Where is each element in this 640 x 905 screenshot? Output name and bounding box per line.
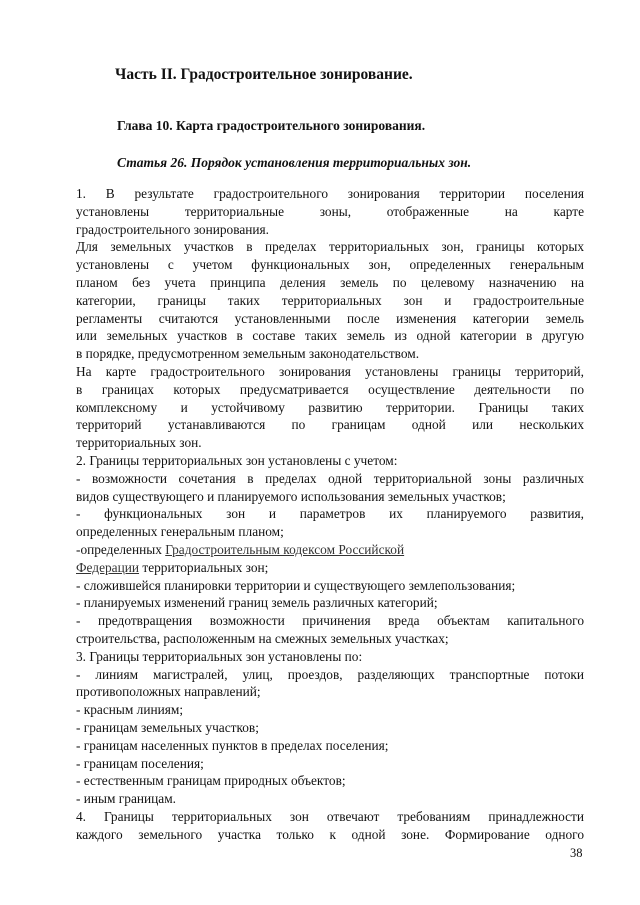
text-line: - предотвращения возможности причинения вреда объектам капитального: [76, 613, 584, 629]
text-line: категории, границы таких территориальных зон и градостроительные: [76, 292, 584, 308]
text-line: 3. Границы территориальных зон установлены по:: [76, 648, 363, 664]
text-line: - границам населенных пунктов в пределах поселения;: [76, 737, 389, 753]
text-line: - функциональных зон и параметров их планируемого развития,: [76, 506, 584, 522]
text-line: - линиям магистралей, улиц, проездов, разделяющих транспортные потоки: [76, 666, 584, 682]
text-line: определенных генеральным планом;: [76, 524, 284, 540]
text-line: На карте градостроительного зонирования установлены границы территорий,: [76, 363, 584, 379]
chapter-title: Глава 10. Карта градостроительного зонирования.: [117, 118, 426, 133]
code-link-continued[interactable]: Федерации: [76, 559, 140, 575]
text-line: противоположных направлений;: [76, 684, 261, 700]
text-line: 2. Границы территориальных зон установлены с учетом:: [76, 452, 398, 468]
text-line: - красным линиям;: [76, 702, 184, 718]
text-line: видов существующего и планируемого использования земельных участков;: [76, 488, 506, 504]
text-line: - естественным границам природных объектов;: [76, 773, 346, 789]
text-line: - границам поселения;: [76, 755, 204, 771]
text-line: территориальных зон.: [76, 435, 202, 451]
article-title: Статья 26. Порядок установления территориальных зон.: [117, 155, 472, 170]
text-line: - иным границам.: [76, 791, 176, 807]
text-line-with-link: [76, 541, 584, 559]
text-line: строительства, расположенным на смежных земельных участках;: [76, 630, 449, 646]
text-line: Для земельных участков в пределах территориальных зон, границы которых: [76, 239, 584, 255]
text-line: - планируемых изменений границ земель различных категорий;: [76, 595, 438, 611]
text-line: установлены территориальные зоны, отображенные на карте: [76, 203, 584, 219]
text-line-with-link: [76, 559, 584, 577]
text-line: - границам земельных участков;: [76, 719, 259, 735]
link-suffix: территориальных зон;: [139, 559, 269, 575]
article-body: [76, 185, 584, 843]
text-line: в порядке, предусмотренном земельным законодательством.: [76, 346, 420, 362]
text-line: 4. Границы территориальных зон отвечают требованиям принадлежности: [76, 808, 584, 824]
page-number: 38: [570, 846, 583, 860]
link-prefix: -определенных: [76, 541, 166, 557]
text-line: планом без учета принципа деления земель по целевому назначению на: [76, 274, 584, 290]
text-line: градостроительного зонирования.: [76, 221, 270, 237]
text-line: установлены с учетом функциональных зон, определенных генеральным: [76, 257, 584, 273]
text-line: в границах которых предусматривается осуществление деятельности по: [76, 381, 584, 397]
text-line: территорий устанавливаются по границам одной или нескольких: [76, 417, 584, 433]
text-line: регламенты считаются установленными после изменения категории земель: [76, 310, 584, 326]
text-line: комплексному и устойчивому развитию территории. Границы таких: [76, 399, 584, 415]
text-line: или земельных участков в составе таких земель из одной категории в другую: [76, 328, 584, 344]
text-line: - возможности сочетания в пределах одной территориальной зоны различных: [76, 470, 584, 486]
text-line: 1. В результате градостроительного зонирования территории поселения: [76, 186, 584, 201]
text-line: каждого земельного участка только к одной зоне. Формирование одного: [76, 826, 584, 842]
code-link[interactable]: Градостроительным кодексом Российской: [165, 541, 405, 557]
part-title: Часть II. Градостроительное зонирование.: [115, 66, 413, 83]
text-line: - сложившейся планировки территории и существующего землепользования;: [76, 577, 516, 593]
